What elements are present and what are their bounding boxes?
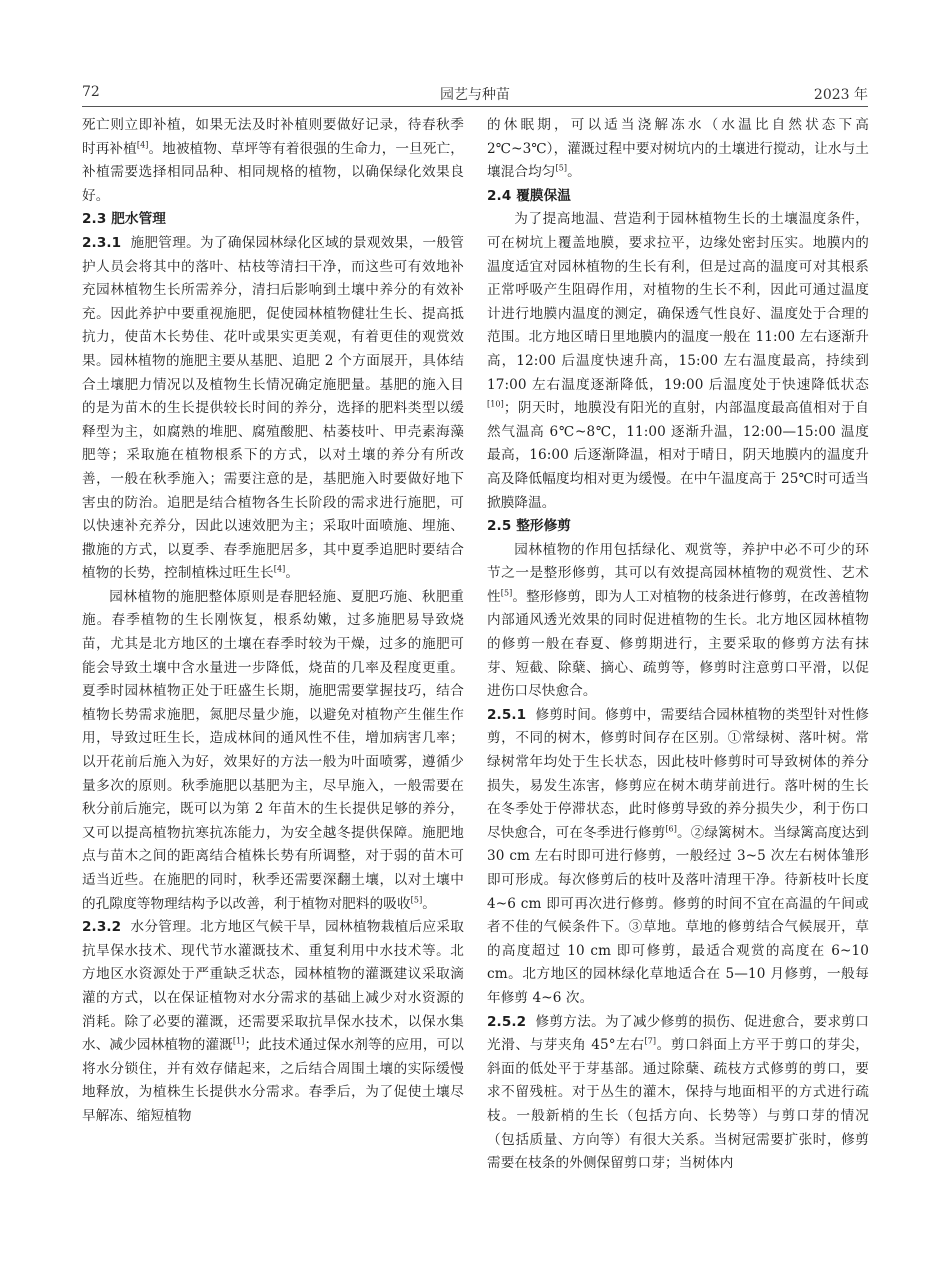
section-2-3-2: 2.3.2 水分管理。北方地区气候干旱，园林植物栽植后应采取抗旱保水技术、现代节水灌溉技术、重复利用中水技术等。北方地区水资源处于严重缺乏状态，园林植物的灌溉建议采取滴灌的方式，以在保证植物对水分需求的基础上减少对水资源的消耗。除了必要的灌溉，还需要采取抗旱保水技术，以保水集水、减少园林植物的灌溉[1]；此技术通过保水剂等的应用，可以将水分锁住，并有效存储起来，之后结合周围土壤的实际缓慢地释放，为植株生长提供水分需求。春季后，为了促使土壤尽早解冻、缩短植物 — [82, 919, 464, 1124]
paragraph-mulching: 为了提高地温、营造利于园林植物生长的土壤温度条件，可在树坑上覆盖地膜，要求拉平，边缘处密封压实。地膜内的温度适宜对园林植物的生长有利，但是过高的温度可对其根系正常呼吸产生阻碍作用，对植物的生长不利，因此可通过温度计进行地膜内温度的测定，确保透气性良好、温度处于合理的范围。北方地区晴日里地膜内的温度一般在 11:00 左右逐渐升高，12:00 后温度快速升高，15:00 左右温度最高，持续到 17:00 左右温度逐渐降低，19:00 后温度处于快速降低状态[10]；阴天时，地膜没有阳光的直射，内部温度最高值相对于自然气温高 6℃~8℃，11:00 逐渐升温，12:00—15:00 温度最高，16:00 后逐渐降温，相对于晴日，阴天地膜内的温度升高及降低幅度均相对更为缓慢。在中午温度高于 25℃时可适当掀膜降温。 — [487, 211, 869, 511]
left-column — [82, 114, 464, 1129]
heading-2-4: 2.4 覆膜保温 — [487, 187, 571, 204]
citation: [7] — [644, 1036, 657, 1046]
right-column — [487, 114, 869, 1176]
citation: [1] — [232, 1036, 245, 1046]
citation: [5] — [555, 163, 568, 173]
page-number: 72 — [82, 84, 100, 100]
section-2-3-1: 2.3.1 施肥管理。为了确保园林绿化区域的景观效果，一般管护人员会将其中的落叶、枯枝等清扫干净，而这些可有效地补充园林植物生长所需养分，清扫后影响到土壤中养分的有效补充。因此养护中要重视施肥，促使园林植物健壮生长、提高抵抗力，使苗木长势佳、花叶或果实更美观，有着更佳的观赏效果。园林植物的施肥主要从基肥、追肥 2 个方面展开，具体结合土壤肥力情况以及植物生长情况确定施肥量。基肥的施入目的是为苗木的生长提供较长时间的养分，选择的肥料类型以缓释型为主，如腐熟的堆肥、腐殖酸肥、枯萎枝叶、甲壳素海藻肥等；采取施在植物根系下的方式，以对土壤的养分有所改善，一般在秋季施入；需要注意的是，基肥施入时要做好地下害虫的防治。追肥是结合植物各生长阶段的需求进行施肥，可以快速补充养分，因此以速效肥为主；采取叶面喷施、埋施、撒施的方式，以夏季、春季施肥居多，其中夏季追肥时要结合植物的长势，控制植株过旺生长[4]。 — [82, 234, 464, 582]
citation: [5] — [500, 588, 513, 598]
running-header — [82, 80, 868, 107]
citation: [10] — [487, 399, 504, 409]
paragraph-pruning: 园林植物的作用包括绿化、观赏等，养护中必不可少的环节之一是整形修剪，其可以有效提高园林植物的观赏性、艺术性[5]。整形修剪，即为人工对植物的枝条进行修剪，在改善植物内部通风透光效果的同时促进植物的生长。北方地区园林植物的修剪一般在春夏、修剪期进行，主要采取的修剪方法有抹芽、短截、除蘖、摘心、疏剪等，修剪时注意剪口平滑，以促进伤口尽快愈合。 — [487, 541, 869, 700]
publication-year: 2023 年 — [813, 87, 868, 103]
paragraph-continued: 死亡则立即补植，如果无法及时补植则要做好记录，待春秋季时再补植[4]。地被植物、草坪等有着很强的生命力，一旦死亡，补植需要选择相同品种、相同规格的植物，以确保绿化效果良好。 — [82, 117, 464, 204]
heading-2-5: 2.5 整形修剪 — [487, 518, 571, 535]
citation: [4] — [273, 564, 286, 574]
heading-2-3: 2.3 肥水管理 — [82, 211, 166, 228]
section-2-5-2: 2.5.2 修剪方法。为了减少修剪的损伤、促进愈合，要求剪口光滑、与芽夹角 45°左右[7]。剪口斜面上方平于剪口的芽尖，斜面的低处平于芽基部。通过除蘖、疏枝方式修剪的剪口，要求不留残桩。对于丛生的灌木，保持与地面相平的方式进行疏枝。一般新梢的生长（包括方向、长势等）与剪口芽的情况（包括质量、方向等）有很大关系。当树冠需要扩张时，修剪需要在枝条的外侧保留剪口芽；当树体内 — [487, 1013, 869, 1172]
section-2-5-1: 2.5.1 修剪时间。修剪中，需要结合园林植物的类型针对性修剪，不同的树木，修剪时间存在区别。①常绿树、落叶树。常绿树常年均处于生长状态，因此枝叶修剪时可导致树体的养分损失，易发生冻害，修剪应在树木萌芽前进行。落叶树的生长在冬季处于停滞状态，此时修剪导致的养分损失少，利于伤口尽快愈合，可在冬季进行修剪[6]。②绿篱树木。当绿篱高度达到 30 cm 左右时即可进行修剪，一般经过 3~5 次左右树体雏形即可形成。每次修剪后的枝叶及落叶清理干净。待新枝叶长度 4~6 cm 即可再次进行修剪。修剪的时间不宜在高温的午间或者不佳的气候条件下。③草地。草地的修剪结合气候展开，草的高度超过 10 cm 即可修剪，最适合观赏的高度在 6~10 cm。北方地区的园林绿化草地适合在 5—10 月修剪，一般每年修剪 4~6 次。 — [487, 706, 869, 1006]
paragraph-continued: 的休眠期，可以适当浇解冻水（水温比自然状态下高 2℃~3℃），灌溉过程中要对树坑内的土壤进行搅动，让水与土壤混合均匀[5]。 — [487, 117, 869, 181]
citation: [5] — [410, 895, 423, 905]
citation: [6] — [665, 824, 677, 834]
paragraph-fertilization-principle: 园林植物的施肥整体原则是春肥轻施、夏肥巧施、秋肥重施。春季植物的生长刚恢复，根系幼嫩，过多施肥易导致烧苗，尤其是北方地区的土壤在春季时较为干燥，过多的施肥可能会导致土壤中含水量进一步降低，烧苗的几率及程度更重。夏季时园林植物正处于旺盛生长期，施肥需要掌握技巧，结合植物长势需求施肥，氮肥尽量少施，以避免对植物产生催生作用，导致过旺生长，造成林间的通风性不佳，增加病害几率；以开花前后施入为好，效果好的方法一般为叶面喷雾，遵循少量多次的原则。秋季施肥以基肥为主，尽早施入，一般需要在秋分前后施完，既可以为第 2 年苗木的生长提供足够的养分，又可以提高植物抗寒抗冻能力，为安全越冬提供保障。施肥地点与苗木之间的距离结合植株长势有所调整，对于弱的苗木可适当近些。在施肥的同时，秋季还需要深翻土壤，以对土壤中的孔隙度等物理结构予以改善，利于植物对肥料的吸收[5]。 — [82, 588, 464, 912]
citation: [4] — [136, 140, 149, 150]
journal-title: 园艺与种苗 — [440, 87, 510, 103]
